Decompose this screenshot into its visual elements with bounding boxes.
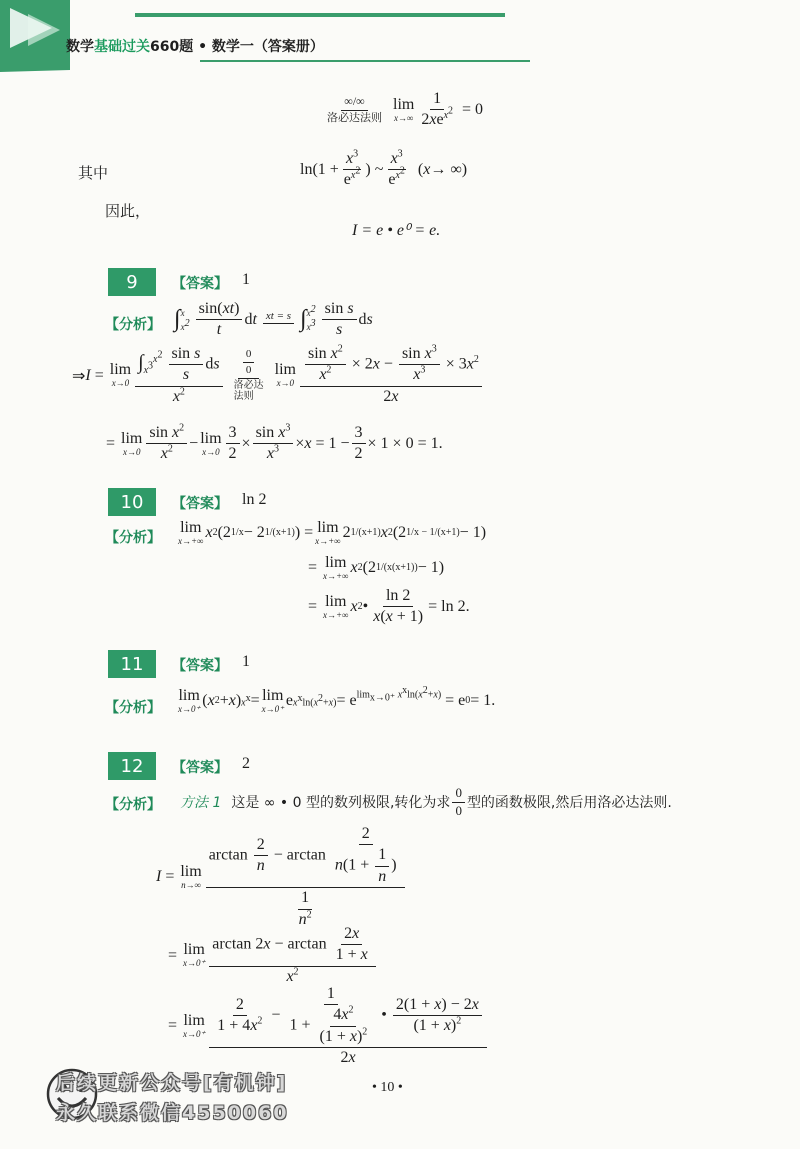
qizhong-label: 其中 (78, 164, 109, 182)
q10-line1: lim x→+∞ x 2 (2 1/x − 2 1/(x+1) ) = lim x→+∞ 2 1/(x+1) x 2 (2 1/x − 1/(x+1) − 1) (178, 519, 487, 546)
page-number: • 10 • (372, 1080, 403, 1095)
prev-conclusion: I = e • e⁰ = e. (352, 222, 441, 239)
answer-value-12: 2 (242, 755, 250, 772)
q9-final-step: = lim x→0 $\frac{\sin x^2}{x^2}$ − lim x→0 $\frac{3}{2}$ × $\frac{\sin x^3}{x^3}$ × x = 1 − $\frac{3}{2}$ × 1 × 0 = 1. (106, 422, 443, 463)
q12-eq1: I = lim n→∞ arctan $\frac{2}{n}$ − arctan 2 n(1 + $\frac{1}{n}$ ) $\frac{1}{n^2}$ (156, 825, 407, 929)
analysis-label-10: 【分析】 (105, 530, 161, 546)
header-bottom-rule (200, 60, 530, 62)
answer-label-9: 【答案】 (172, 276, 228, 292)
answer-value-10: ln 2 (242, 491, 267, 508)
question-number-12: 12 (108, 752, 156, 780)
yinci-label: 因此， (105, 202, 151, 220)
question-number-10: 10 (108, 488, 156, 516)
answer-value-11: 1 (242, 653, 250, 670)
q12-method-line: 方法 1 这是 ∞ • 0 型的数列极限,转化为求 $\frac{0}{0}$ 型的函数极限,然后用洛必达法则. (180, 785, 672, 818)
answer-label-12: 【答案】 (172, 760, 228, 776)
q12-eq3: = lim x→0⁺ $\frac{2}{1 + 4x^2}$ − 1 1 + $\frac{4x^2}{(1 + x)^2}$ • $\frac{2(1 + x) - 2x}{(1 + x)^2}$ 2x (168, 985, 489, 1068)
analysis-label-11: 【分析】 (105, 700, 161, 716)
answer-label-11: 【答案】 (172, 658, 228, 674)
watermark-line-1: 后续更新公众号[有机钟] (56, 1072, 288, 1094)
q12-eq2: = lim x→0⁺ arctan 2x − arctan $\frac{2x}{1 + x}$ $x^2$ (168, 925, 378, 986)
page-header-title: 数学基础过关660题 • 数学一（答案册） (66, 39, 324, 55)
answer-label-10: 【答案】 (172, 496, 228, 512)
q11-derivation: lim x→0⁺ ( x 2 + x ) $x^x$ = lim x→0⁺ e $x^x\ln(x^2+x)$ = e $^{lim_{x\to 0^+} x^x ln(x^2 +x )}$ = e 0 = 1. (178, 685, 496, 714)
answer-value-9: 1 (242, 271, 250, 288)
q10-line3: = lim x→+∞ x 2 • $\frac{\ln 2}{x(x + 1)}$ = ln 2. (308, 587, 470, 626)
header-top-rule (135, 13, 505, 17)
q10-line2: = lim x→+∞ x 2 (2 1/(x(x+1)) − 1) (308, 554, 445, 581)
prev-lhospital-line: $\frac{\infty/\infty}{\text{洛必达法则}}$ lim x→∞ $\frac{1}{2xe^{x^2}}$ = 0 (327, 90, 484, 129)
prev-equivalence: ln(1 + $\frac{x^3}{e^{x^2}}$ ) ~ $\frac{x^3}{e^{x^2}}$ ( x → ∞) (300, 148, 468, 189)
analysis-label-12: 【分析】 (105, 797, 161, 813)
watermark-line-2: 永久联系微信4550060 (56, 1102, 289, 1124)
question-number-9: 9 (108, 268, 156, 296)
q9-lhospital-step: ⇒ I = lim x→0 $\int_{x^3}^{x^2}$ $\frac{\text{sin s}}{s}$ ds $x^2$ $\frac{0}{0}$ 洛必达 法则 lim x→0 $\frac{\sin x^2}{x^2}$ × 2x − $\frac{\sin x^3}{x^3}$ × $3x^2$ 2x (72, 345, 484, 406)
q9-substitution: ∫ x $x^2$ $\frac{\sin(xt)}{t}$ d t xt = s ∫ $x^2$ $x^3$ $\frac{\text{sin s}}{s}$ d s (174, 300, 373, 339)
analysis-label-9: 【分析】 (105, 317, 161, 333)
question-number-11: 11 (108, 650, 156, 678)
